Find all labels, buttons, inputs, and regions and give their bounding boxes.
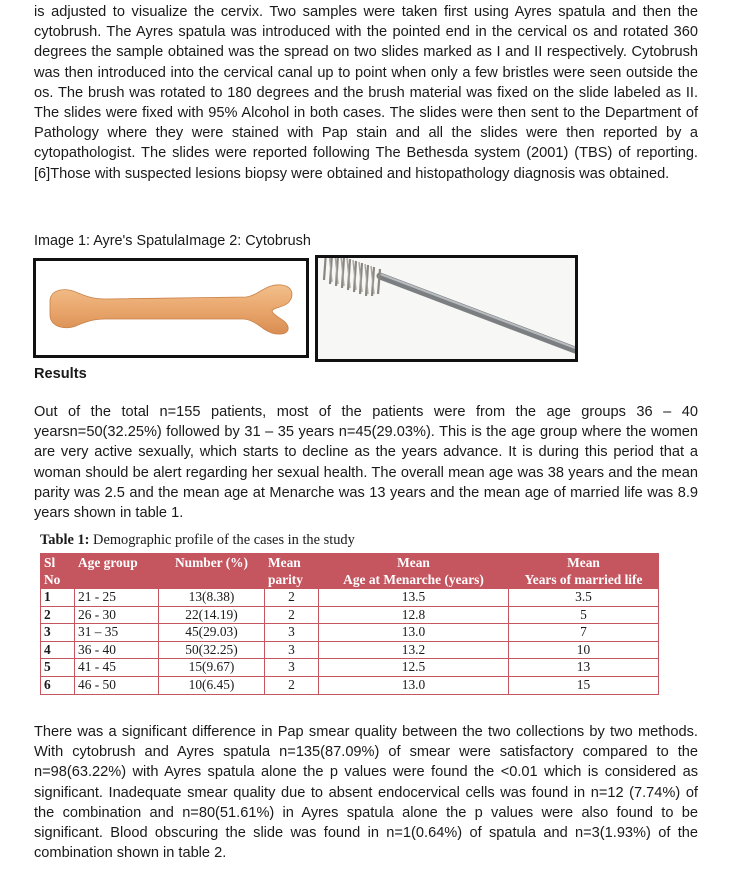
cell-married: 5 [509,606,659,624]
results-paragraph: Out of the total n=155 patients, most of the patients were from the age groups 36 – 40 yearsn=50(32.25%) followed by 31 – 35 years n=45(29.03%). This is the age group where the women are very active sexually, which starts to decline as the years advance. It is during this period that a woman should be alert regarding her sexual health. The overall mean age was 38 years and the mean parity was 2.5 and the mean age at Menarche was 13 years and the mean age of married life was 8.9 years shown in table 1. [34,404,698,522]
cell-married: 13 [509,659,659,677]
table-caption [40,532,355,549]
table-row [41,676,659,694]
cell-married: 10 [509,641,659,659]
cell-married: 7 [509,624,659,642]
table-row [41,659,659,677]
cell-number: 22(14.19) [159,606,265,624]
table-row [41,589,659,607]
cell-number: 10(6.45) [159,676,265,694]
header-mean-menarche-top: Mean [397,555,430,570]
header-mean-married-top: Mean [567,555,600,570]
cell-number: 50(32.25) [159,641,265,659]
cell-menarche: 12.5 [319,659,509,677]
cell-parity: 2 [265,606,319,624]
table-row [41,606,659,624]
cell-age-group: 36 - 40 [75,641,159,659]
cell-married: 3.5 [509,589,659,607]
cell-age-group: 41 - 45 [75,659,159,677]
header-number: Number (%) [159,554,265,589]
table-row [41,624,659,642]
cytobrush-image [315,255,578,362]
cell-menarche: 13.5 [319,589,509,607]
cytobrush-icon [318,258,575,359]
cell-number: 15(9.67) [159,659,265,677]
cell-menarche: 12.8 [319,606,509,624]
cell-parity: 2 [265,589,319,607]
cell-parity: 3 [265,641,319,659]
header-mean-parity [265,554,319,589]
cell-menarche: 13.0 [319,624,509,642]
cell-parity: 2 [265,676,319,694]
header-mean-married [509,554,659,589]
table-caption-label: Table 1: [40,532,90,548]
demographic-table [40,553,659,695]
cell-sl-no: 6 [41,676,75,694]
cell-age-group: 31 – 35 [75,624,159,642]
cell-sl-no: 4 [41,641,75,659]
cell-age-group: 46 - 50 [75,676,159,694]
quality-paragraph: There was a significant difference in Pap smear quality between the two collections by two methods. With cytobrush and Ayres spatula n=135(87.09%) of smear were satisfactory compared to the n=98(63.22%) with Ayres spatula alone the p values were found the <0.01 which is considered as significant. Inadequate smear quality due to absent endocervical cells was found in n=12 (7.74%) of the combination and n=80(51.61%) in Ayres spatula alone the p values were also found to be significant. Blood obscuring the slide was found in n=1(0.64%) of spatula and n=3(1.93%) of the combination shown in table 2. [34,724,698,862]
header-sl-no: Sl No [41,554,75,589]
cell-number: 13(8.38) [159,589,265,607]
header-mean-parity-bottom: parity [268,572,303,587]
cell-parity: 3 [265,624,319,642]
ayres-spatula-image [33,258,309,358]
image-caption: Image 1: Ayre's SpatulaImage 2: Cytobrush [34,233,311,249]
intro-paragraph: is adjusted to visualize the cervix. Two samples were taken first using Ayres spatula and then the cytobrush. The Ayres spatula was introduced with the pointed end in the cervical os and rotated 360 degrees the sample obtained was the spread on two slides marked as I and II respectively. Cytobrush was then introduced into the cervical canal up to point when only a few bristles were seen outside the os. The brush was rotated to 180 degrees and the brush material was fixed on the slide labeled as II. The slides were fixed with 95% Alcohol in both cases. The slides were then sent to the Department of Pathology where they were stained with Pap stain and all the slides were then reported by a cytopathologist. The slides were reported following The Bethesda system (2001) (TBS) of reporting. [6]Those with suspected lesions biopsy were obtained and histopathology diagnosis was obtained. [34,4,698,182]
cell-age-group: 26 - 30 [75,606,159,624]
cell-age-group: 21 - 25 [75,589,159,607]
cell-parity: 3 [265,659,319,677]
header-mean-menarche [319,554,509,589]
table-header-row [41,554,659,589]
table-row [41,641,659,659]
header-mean-married-bottom: Years of married life [524,572,643,587]
cell-sl-no: 3 [41,624,75,642]
header-mean-menarche-bottom: Age at Menarche (years) [343,572,484,587]
header-age-group: Age group [75,554,159,589]
results-heading: Results [34,366,87,382]
cell-sl-no: 2 [41,606,75,624]
cell-sl-no: 1 [41,589,75,607]
spatula-icon [36,261,306,355]
cell-menarche: 13.0 [319,676,509,694]
table-caption-text: Demographic profile of the cases in the study [89,532,355,548]
cell-married: 15 [509,676,659,694]
cell-sl-no: 5 [41,659,75,677]
header-mean-parity-top: Mean [268,555,301,570]
cell-number: 45(29.03) [159,624,265,642]
cell-menarche: 13.2 [319,641,509,659]
